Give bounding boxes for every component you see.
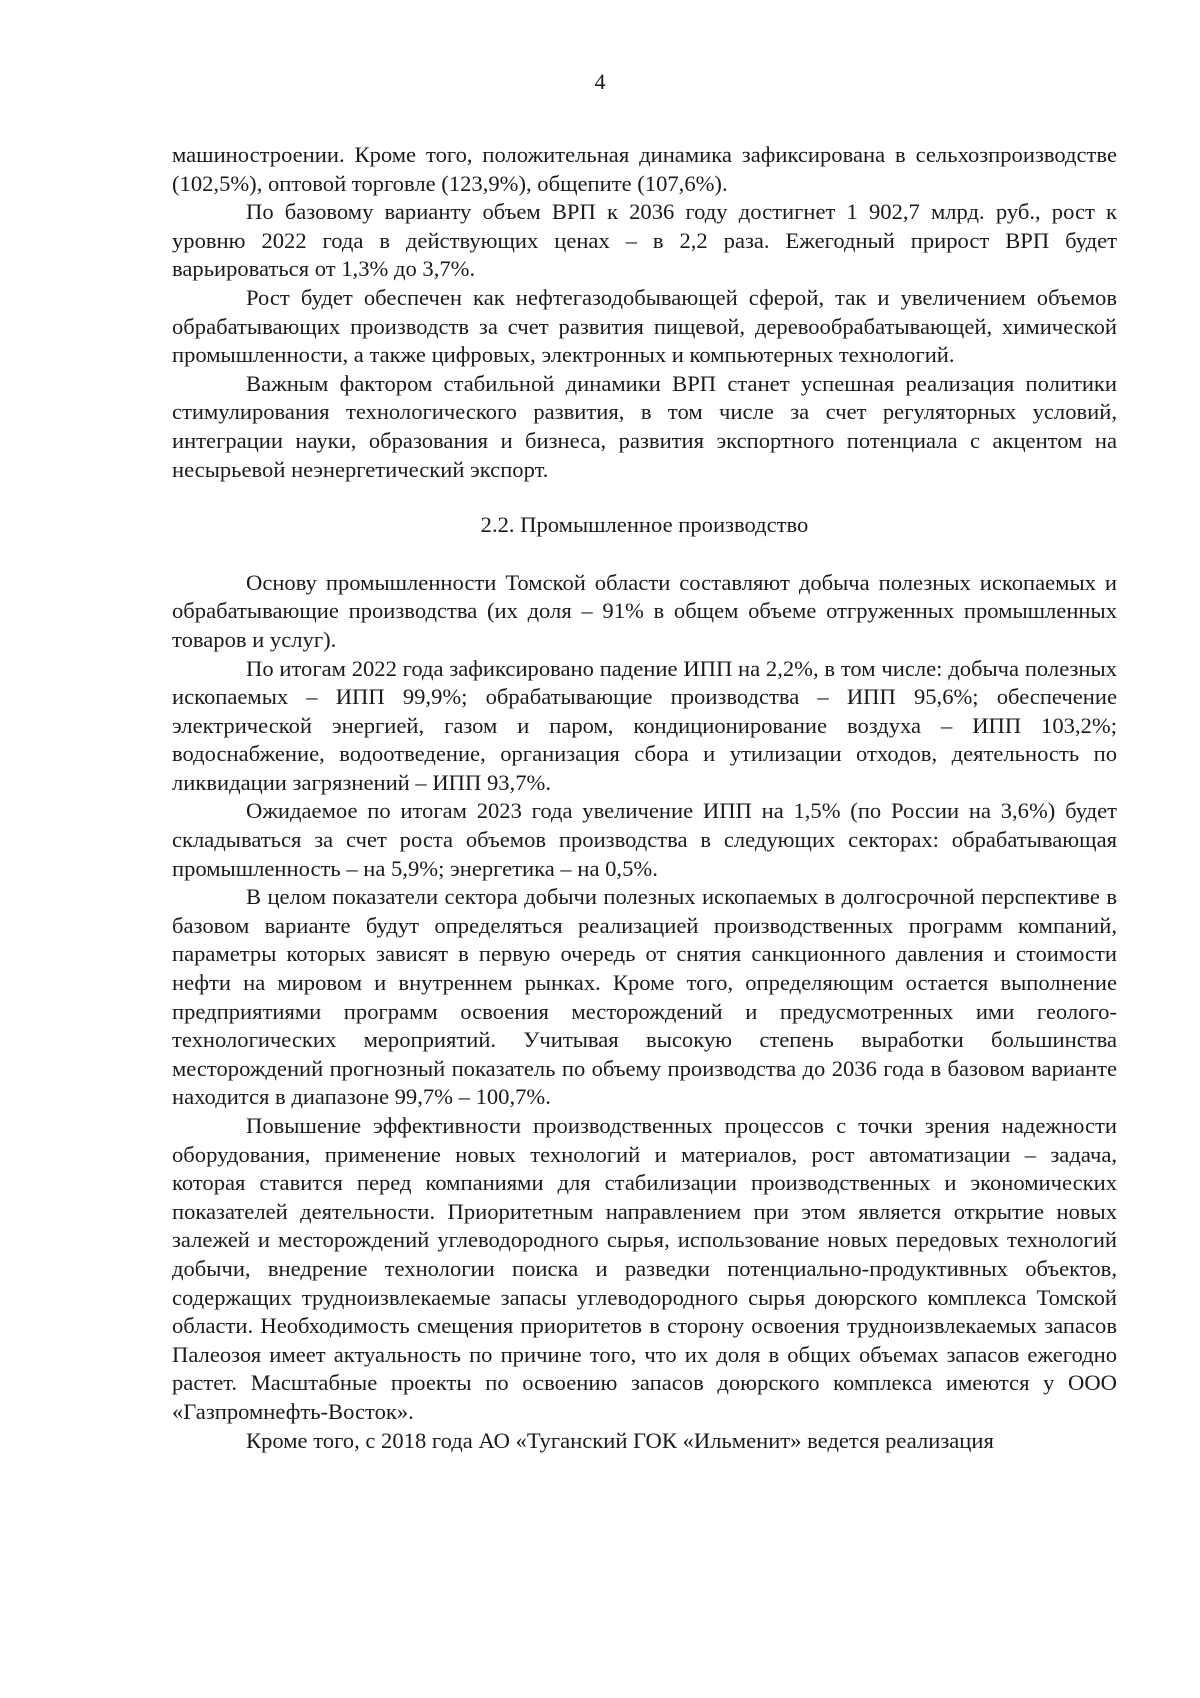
paragraph: В целом показатели сектора добычи полезных ископаемых в долгосрочной перспективе в базовом варианте будут определяться реализацией производственных программ компаний, параметры которых зависят в первую очередь от снятия санкционного давления и стоимости нефти на мировом и внутреннем рынках. Кроме того, определяющим остается выполнение предприятиями программ освоения месторождений и предусмотренных ими геолого-технологических мероприятий. Учитывая высокую степень выработки большинства месторождений прогнозный показатель по объему производства до 2036 года в базовом варианте находится в диапазоне 99,7% – 100,7%. bbox=[172, 884, 1117, 1110]
page-number: 4 bbox=[594, 69, 606, 94]
section-heading-block bbox=[172, 484, 1117, 569]
paragraph: Кроме того, с 2018 года АО «Туганский ГОК «Ильменит» ведется реализация bbox=[246, 1427, 994, 1453]
section-heading: 2.2. Промышленное производство bbox=[480, 512, 809, 538]
document-body bbox=[172, 141, 1117, 1455]
paragraph: Повышение эффективности производственных процессов с точки зрения надежности оборудования, применение новых технологий и материалов, рост автоматизации – задача, которая ставится перед компаниями для стабилизации производственных и экономических показателей деятельности. Приоритетным направлением при этом является открытие новых залежей и месторождений углеводородного сырья, использование новых передовых технологий добычи, внедрение технологии поиска и разведки потенциально-продуктивных объектов, содержащих трудноизвлекаемые запасы углеводородного сырья доюрского комплекса Томской области. Необходимость смещения приоритетов в сторону освоения трудноизвлекаемых запасов Палеозоя имеет актуальность по причине того, что их доля в общих объемах запасов ежегодно растет. Масштабные проекты по освоению запасов доюрского комплекса имеются у ООО «Газпромнефть-Восток». bbox=[172, 1113, 1117, 1424]
paragraph: По базовому варианту объем ВРП к 2036 году достигнет 1 902,7 млрд. руб., рост к уровню 2022 года в действующих ценах – в 2,2 раза. Ежегодный прирост ВРП будет варьироваться от 1,3% до 3,7%. bbox=[172, 199, 1117, 282]
paragraph: машиностроении. Кроме того, положительная динамика зафиксирована в сельхозпроизводстве (102,5%), оптовой торговле (123,9%), общепите (107,6%). bbox=[172, 142, 1117, 196]
paragraph: Основу промышленности Томской области составляют добыча полезных ископаемых и обрабатывающие производства (их доля – 91% в общем объеме отгруженных промышленных товаров и услуг). bbox=[172, 569, 1117, 652]
paragraph: Рост будет обеспечен как нефтегазодобывающей сферой, так и увеличением объемов обрабатывающих производств за счет развития пищевой, деревообрабатывающей, химической промышленности, а также цифровых, электронных и компьютерных технологий. bbox=[172, 284, 1117, 368]
paragraph: Ожидаемое по итогам 2023 года увеличение ИПП на 1,5% (по России на 3,6%) будет складываться за счет роста объемов производства в следующих секторах: обрабатывающая промышленность – на 5,9%; энергетика – на 0,5%. bbox=[172, 798, 1117, 881]
paragraph: Важным фактором стабильной динамики ВРП станет успешная реализация политики стимулирования технологического развития, в том числе за счет регуляторных условий, интеграции науки, образования и бизнеса, развития экспортного потенциала с акцентом на несырьевой неэнергетический экспорт. bbox=[172, 370, 1117, 482]
paragraph: По итогам 2022 года зафиксировано падение ИПП на 2,2%, в том числе: добыча полезных ископаемых – ИПП 99,9%; обрабатывающие производства – ИПП 95,6%; обеспечение электрической энергией, газом и паром, кондиционирование воздуха – ИПП 103,2%; водоснабжение, водоотведение, организация сбора и утилизации отходов, деятельность по ликвидации загрязнений – ИПП 93,7%. bbox=[172, 655, 1117, 795]
